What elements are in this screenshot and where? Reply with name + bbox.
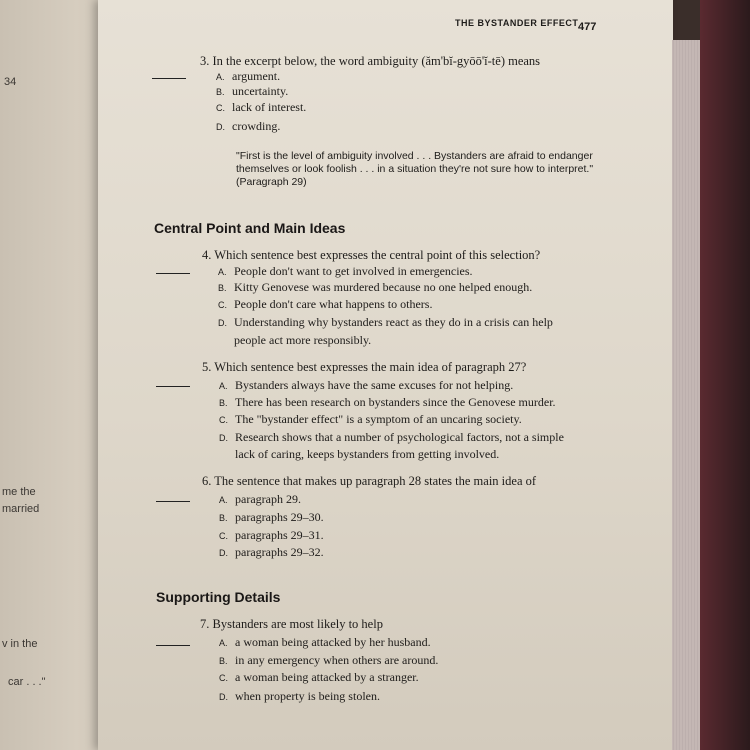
option <box>216 84 288 99</box>
option-letter: D. <box>219 692 228 702</box>
option-text: Kitty Genovese was murdered because no one helped enough. <box>234 280 533 294</box>
option-letter: B. <box>216 87 225 97</box>
option-text: in any emergency when others are around. <box>235 653 439 667</box>
question-text: Bystanders are most likely to help <box>212 617 383 631</box>
option-text: people act more responsibly. <box>234 333 372 347</box>
option-letter: A. <box>218 267 227 277</box>
question-3 <box>200 54 540 69</box>
option <box>219 492 301 507</box>
option-letter: B. <box>218 283 227 293</box>
question-text: Which sentence best expresses the main idea of paragraph 27? <box>214 360 527 374</box>
question-number: 5. <box>202 360 212 374</box>
question-text: The sentence that makes up paragraph 28 states the main idea of <box>214 474 537 488</box>
option <box>219 378 513 393</box>
option <box>216 119 280 134</box>
option-text: a woman being attacked by a stranger. <box>235 670 419 684</box>
option-letter: A. <box>216 72 225 82</box>
option <box>219 635 431 650</box>
left-fragment: me the <box>2 486 36 498</box>
option-text: Bystanders always have the same excuses for not helping. <box>235 378 514 392</box>
option-text: lack of interest. <box>232 100 307 114</box>
book-cover <box>700 0 750 750</box>
option <box>219 510 324 525</box>
option-text: paragraph 29. <box>235 492 301 506</box>
option-letter: D. <box>218 318 227 328</box>
question-text: In the excerpt below, the word ambiguity (ăm'bĭ-gyōō'ĭ-tē) means <box>212 54 541 68</box>
option <box>218 280 532 295</box>
answer-blank[interactable] <box>156 489 190 507</box>
option-text: crowding. <box>232 119 281 133</box>
option-letter: B. <box>219 513 228 523</box>
question-5 <box>202 360 526 375</box>
left-fragment: married <box>2 503 40 515</box>
question-number: 6. <box>202 474 212 488</box>
question-6 <box>202 474 536 489</box>
option-letter: A. <box>219 381 228 391</box>
excerpt-quote: "First is the level of ambiguity involved . . . Bystanders are afraid to endanger themselves or look foolish . . . in a situation they're not sure how to interpret." (Paragraph 29) <box>236 150 594 188</box>
option-letter: A. <box>219 638 228 648</box>
option <box>218 297 432 312</box>
option-text: uncertainty. <box>232 84 289 98</box>
option-text: argument. <box>232 69 281 83</box>
option <box>216 69 280 84</box>
option-text: The "bystander effect" is a symptom of an uncaring society. <box>235 412 522 426</box>
option-text: paragraphs 29–31. <box>235 528 324 542</box>
option-letter: D. <box>219 433 228 443</box>
option <box>219 528 324 543</box>
running-header: THE BYSTANDER EFFECT <box>455 18 579 28</box>
question-7 <box>200 617 383 632</box>
option-letter: C. <box>219 673 228 683</box>
left-fragment: v in the <box>2 638 38 650</box>
option-letter: B. <box>219 656 228 666</box>
option <box>219 395 556 410</box>
option-letter: C. <box>219 531 228 541</box>
section-heading-central: Central Point and Main Ideas <box>154 220 346 236</box>
option <box>219 430 564 445</box>
page-edges <box>672 40 702 750</box>
answer-blank[interactable] <box>156 261 190 279</box>
option-letter: C. <box>218 300 227 310</box>
question-number: 7. <box>200 617 210 631</box>
option-letter: D. <box>219 548 228 558</box>
option <box>216 100 306 115</box>
question-number: 4. <box>202 248 212 262</box>
option <box>219 689 380 704</box>
question-4 <box>202 248 540 263</box>
page-number: 477 <box>578 21 597 33</box>
option-letter: C. <box>216 103 225 113</box>
option <box>218 264 473 279</box>
option-letter: B. <box>219 398 228 408</box>
option-text: lack of caring, keeps bystanders from getting involved. <box>235 447 500 461</box>
answer-blank[interactable] <box>152 66 186 84</box>
answer-blank[interactable] <box>156 633 190 651</box>
option <box>219 412 522 427</box>
option-text: There has been research on bystanders since the Genovese murder. <box>235 395 556 409</box>
option-text: Understanding why bystanders react as they do in a crisis can help <box>234 315 553 329</box>
option <box>219 670 419 685</box>
question-number: 3. <box>200 54 210 68</box>
question-text: Which sentence best expresses the central point of this selection? <box>214 248 541 262</box>
option-text: Research shows that a number of psychological factors, not a simple <box>235 430 564 444</box>
left-page-number: 34 <box>4 76 17 88</box>
option-text: People don't care what happens to others. <box>234 297 433 311</box>
section-heading-supporting: Supporting Details <box>156 589 281 605</box>
option-letter: A. <box>219 495 228 505</box>
option-continuation <box>219 447 499 462</box>
answer-blank[interactable] <box>156 374 190 392</box>
option <box>219 545 324 560</box>
option-text: when property is being stolen. <box>235 689 380 703</box>
option-text: a woman being attacked by her husband. <box>235 635 431 649</box>
option-text: paragraphs 29–32. <box>235 545 324 559</box>
option-letter: D. <box>216 122 225 132</box>
option-text: paragraphs 29–30. <box>235 510 324 524</box>
left-fragment: car . . ." <box>8 676 46 688</box>
option <box>219 653 438 668</box>
option-continuation <box>218 333 371 348</box>
option-letter: C. <box>219 415 228 425</box>
option <box>218 315 553 330</box>
option-text: People don't want to get involved in emergencies. <box>234 264 473 278</box>
